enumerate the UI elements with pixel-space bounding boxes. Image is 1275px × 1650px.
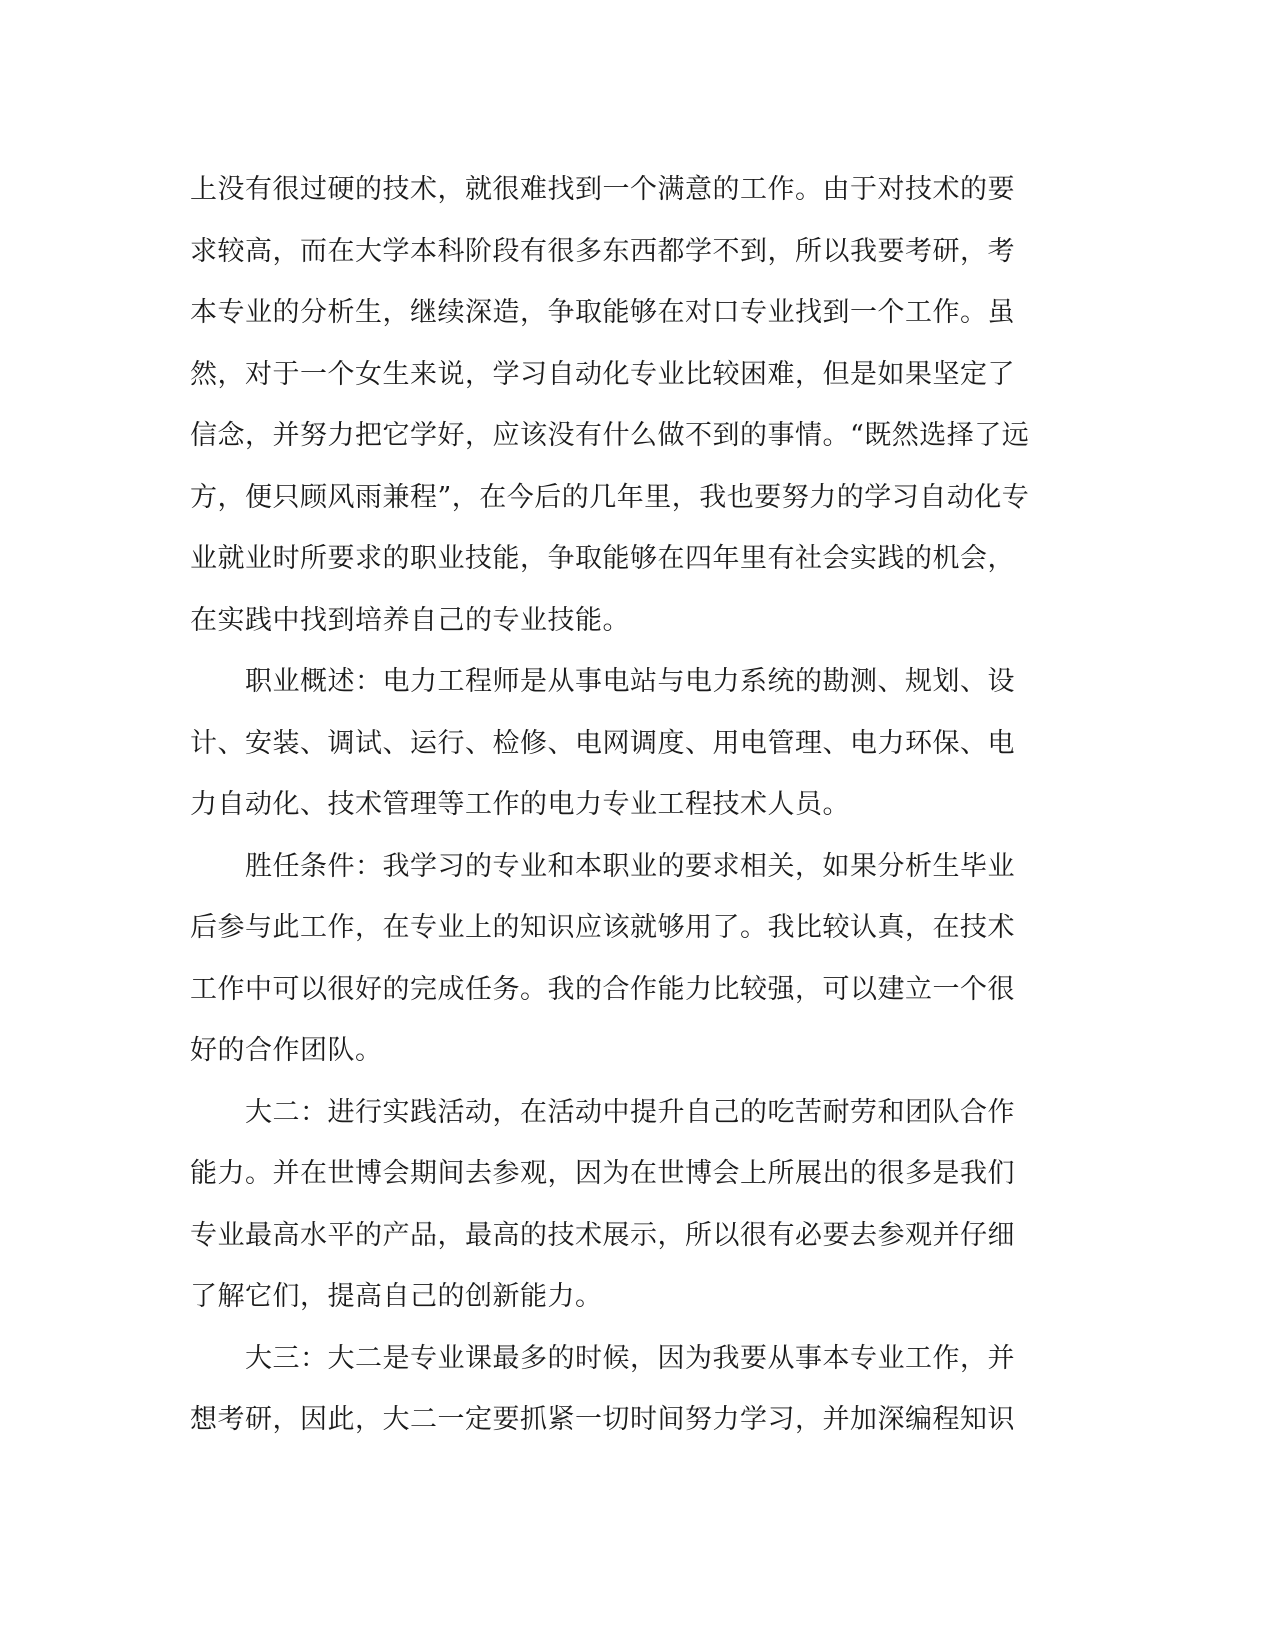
text-line: 求较高，而在大学本科阶段有很多东西都学不到，所以我要考研，考 [190,235,1015,267]
text-line: 大三：大二是专业课最多的时候，因为我要从事本专业工作，并 [190,1342,1015,1374]
text-line: 方，便只顾风雨兼程”，在今后的几年里，我也要努力的学习自动化专 [190,481,1030,513]
text-line: 能力。并在世博会期间去参观，因为在世博会上所展出的很多是我们 [190,1158,1015,1189]
text-line: 然，对于一个女生来说，学习自动化专业比较困难，但是如果坚定了 [190,358,1015,390]
text-line: 想考研，因此，大二一定要抓紧一切时间努力学习，并加深编程知识 [190,1404,1015,1435]
text-line: 工作中可以很好的完成任务。我的合作能力比较强，可以建立一个很 [190,973,1015,1005]
body-text [190,159,1080,1451]
text-line: 胜任条件：我学习的专业和本职业的要求相关，如果分析生毕业 [190,850,1015,882]
text-line: 专业最高水平的产品，最高的技术展示，所以很有必要去参观并仔细 [190,1219,1015,1251]
text-line: 职业概述：电力工程师是从事电站与电力系统的勘测、规划、设 [190,666,1015,697]
text-line: 力自动化、技术管理等工作的电力专业工程技术人员。 [190,789,850,820]
text-line: 业就业时所要求的职业技能，争取能够在四年里有社会实践的机会， [190,543,1015,574]
text-line: 计、安装、调试、运行、检修、电网调度、用电管理、电力环保、电 [190,727,1015,759]
text-line: 大二：进行实践活动，在活动中提升自己的吃苦耐劳和团队合作 [190,1096,1015,1128]
text-line: 信念，并努力把它学好，应该没有什么做不到的事情。“既然选择了远 [190,420,1030,451]
text-line: 本专业的分析生，继续深造，争取能够在对口专业找到一个工作。虽 [190,297,1015,328]
text-line: 上没有很过硬的技术，就很难找到一个满意的工作。由于对技术的要 [190,174,1015,205]
text-line: 好的合作团队。 [190,1035,383,1066]
text-line: 在实践中找到培养自己的专业技能。 [190,604,630,636]
text-line: 后参与此工作，在专业上的知识应该就够用了。我比较认真，在技术 [190,912,1015,943]
text-line: 了解它们，提高自己的创新能力。 [190,1281,603,1312]
